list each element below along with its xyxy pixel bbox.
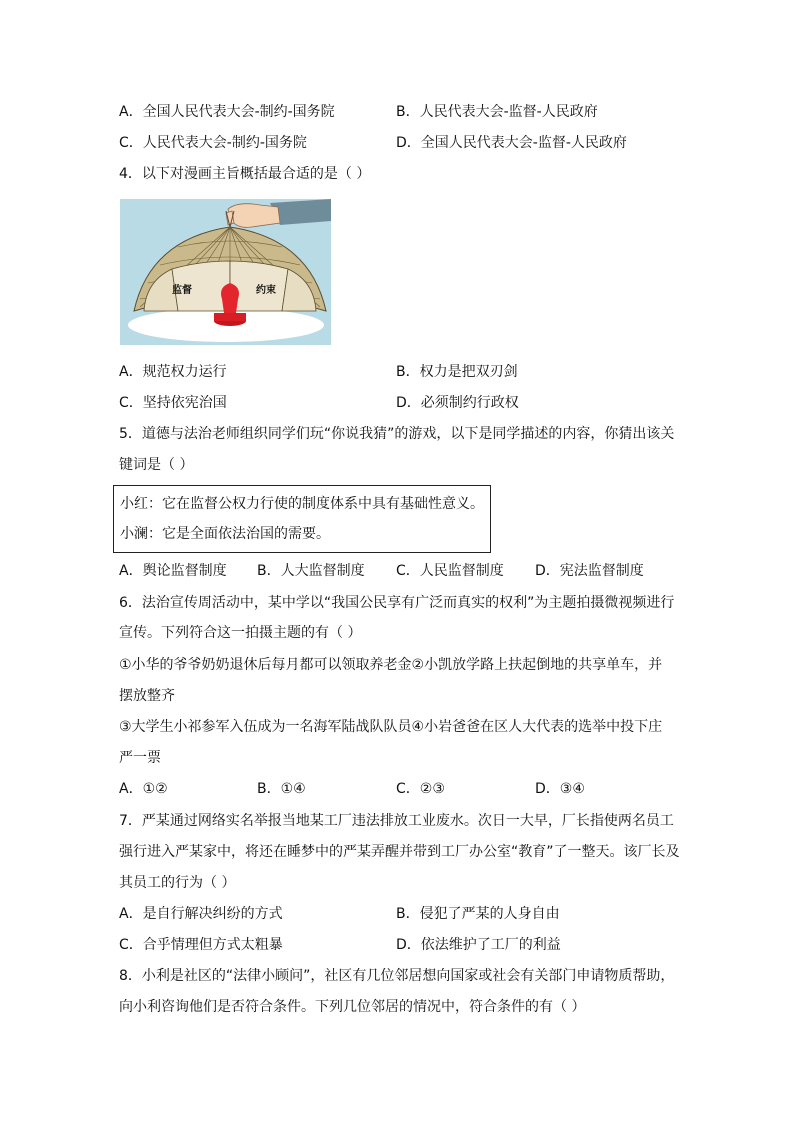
q6-item-line2: 摆放整齐	[119, 688, 175, 704]
q7-option-a: A．是自行解决纠纷的方式	[119, 906, 283, 922]
q8-stem-line2: 向小利咨询他们是否符合条件。下列几位邻居的情况中，符合条件的有（ ）	[119, 999, 586, 1015]
q6-option-d: D．③④	[535, 781, 585, 797]
q5-box-line1: 小红：它在监督公权力行使的制度体系中具有基础性意义。	[120, 496, 484, 512]
q6-item-line3: ③大学生小祁参军入伍成为一名海军陆战队队员④小岩爸爸在区人大代表的选举中投下庄	[119, 719, 663, 735]
q4-option-c: C．坚持依宪治国	[119, 395, 227, 411]
cartoon-label-left: 监督	[172, 285, 192, 296]
q4-option-d: D．必须制约行政权	[396, 395, 519, 411]
q5-option-a: A．舆论监督制度	[119, 563, 227, 579]
q7-option-c: C．合乎情理但方式太粗暴	[119, 937, 283, 953]
q7-stem-line1: 7．严某通过网络实名举报当地某工厂违法排放工业废水。次日一大早，厂长指使两名员工	[119, 813, 674, 829]
q5-quote-box	[113, 485, 491, 553]
q7-stem-line2: 强行进入严某家中，将还在睡梦中的严某弄醒并带到工厂办公室“教育”了一整天。该厂长及	[119, 844, 680, 860]
q5-option-b: B．人大监督制度	[257, 563, 365, 579]
q6-stem-line2: 宣传。下列符合这一拍摄主题的有（ ）	[119, 625, 362, 641]
q4-stem: 4．以下对漫画主旨概括最合适的是（ ）	[119, 166, 371, 182]
cartoon-label-right: 约束	[256, 285, 276, 296]
q4-cartoon	[120, 199, 331, 345]
q6-option-b: B．①④	[257, 781, 306, 797]
q5-stem-line2: 键词是（ ）	[119, 457, 194, 473]
q3-option-a: A．全国人民代表大会-制约-国务院	[119, 104, 335, 120]
q6-item-line1: ①小华的爷爷奶奶退休后每月都可以领取养老金②小凯放学路上扶起倒地的共享单车，并	[119, 657, 663, 673]
q8-stem-line1: 8．小利是社区的“法律小顾问”，社区有几位邻居想向国家或社会有关部门申请物质帮助，	[119, 968, 675, 984]
q6-item-line4: 严一票	[119, 750, 161, 766]
q6-stem-line1: 6．法治宣传周活动中，某中学以“我国公民享有广泛而真实的权利”为主题拍摄微视频进行	[119, 595, 675, 611]
q7-option-b: B．侵犯了严某的人身自由	[396, 906, 560, 922]
q7-option-d: D．依法维护了工厂的利益	[396, 937, 561, 953]
q5-stem-line1: 5．道德与法治老师组织同学们玩“你说我猜”的游戏，以下是同学描述的内容，你猜出该关	[119, 426, 675, 442]
q3-option-b: B．人民代表大会-监督-人民政府	[396, 104, 598, 120]
q6-option-c: C．②③	[396, 781, 445, 797]
q5-box-line2: 小澜：它是全面依法治国的需要。	[120, 526, 330, 542]
q3-option-c: C．人民代表大会-制约-国务院	[119, 135, 307, 151]
q7-stem-line3: 其员工的行为（ ）	[119, 875, 236, 891]
q5-option-c: C．人民监督制度	[396, 563, 504, 579]
q3-option-d: D．全国人民代表大会-监督-人民政府	[396, 135, 627, 151]
q5-option-d: D．宪法监督制度	[535, 563, 644, 579]
q4-option-b: B．权力是把双刃剑	[396, 364, 518, 380]
q6-option-a: A．①②	[119, 781, 168, 797]
q4-option-a: A．规范权力运行	[119, 364, 227, 380]
